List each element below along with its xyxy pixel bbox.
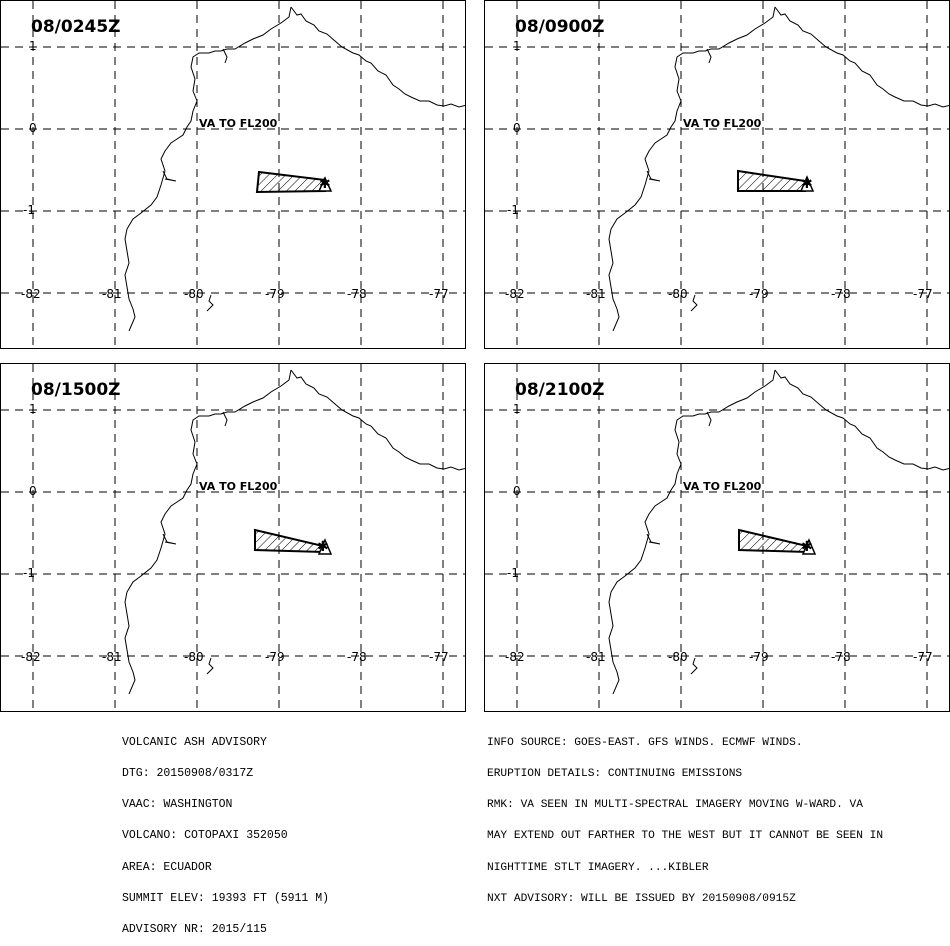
map-panel-2 (484, 0, 950, 349)
volcano-marker-icon: ✱ (319, 176, 331, 192)
lon-label: -77 (429, 287, 449, 301)
map-panel-1 (0, 0, 466, 349)
lon-label: -78 (347, 287, 367, 301)
lon-label: -82 (505, 287, 525, 301)
lat-label: -1 (23, 566, 35, 580)
va-label: VA TO FL200 (683, 480, 762, 493)
lat-label: 1 (513, 402, 521, 416)
advisory-line: ERUPTION DETAILS: CONTINUING EMISSIONS (487, 768, 743, 781)
advisory-line: ADVISORY NR: 2015/115 (122, 923, 267, 937)
ash-cloud-polygon (739, 530, 815, 555)
lon-label: -79 (749, 650, 769, 664)
lon-label: -78 (347, 650, 367, 664)
lat-label: -1 (507, 203, 519, 217)
lat-label: 1 (29, 39, 37, 53)
lat-label: 0 (29, 121, 37, 135)
panel-time: 08/0900Z (515, 17, 605, 37)
volcano-marker-icon: ✱ (317, 539, 329, 555)
lat-label: -1 (507, 566, 519, 580)
lat-label: 0 (29, 484, 37, 498)
lat-label: 0 (513, 121, 521, 135)
lon-label: -80 (668, 650, 688, 664)
va-label: VA TO FL200 (683, 117, 762, 130)
lon-label: -81 (102, 287, 122, 301)
lon-label: -79 (265, 650, 285, 664)
lat-label: 0 (513, 484, 521, 498)
lon-label: -80 (668, 287, 688, 301)
advisory-line: VOLCANO: COTOPAXI 352050 (122, 829, 288, 843)
panel-time: 08/1500Z (31, 380, 121, 400)
map-canvas (1, 364, 466, 712)
lat-label: 1 (29, 402, 37, 416)
lon-label: -78 (831, 650, 851, 664)
map-canvas (485, 364, 950, 712)
lon-label: -80 (184, 650, 204, 664)
volcano-marker-icon: ✱ (801, 176, 813, 192)
lon-label: -81 (586, 650, 606, 664)
va-label: VA TO FL200 (199, 117, 278, 130)
advisory-line: SUMMIT ELEV: 19393 FT (5911 M) (122, 891, 330, 905)
panel-time: 08/2100Z (515, 380, 605, 400)
ash-cloud-polygon (738, 171, 813, 192)
advisory-line: DTG: 20150908/0317Z (122, 767, 254, 781)
lon-label: -81 (102, 650, 122, 664)
advisory-line: MAY EXTEND OUT FARTHER TO THE WEST BUT IT CANNOT BE SEEN IN (487, 830, 884, 843)
lat-label: -1 (23, 203, 35, 217)
advisory-details-block (487, 717, 883, 915)
lon-label: -77 (429, 650, 449, 664)
lon-label: -79 (265, 287, 285, 301)
volcano-marker-icon: ✱ (801, 539, 813, 555)
advisory-line: NXT ADVISORY: WILL BE ISSUED BY 20150908/0915Z (487, 892, 796, 905)
advisory-line: VOLCANIC ASH ADVISORY (122, 735, 267, 749)
map-panel-4 (484, 363, 950, 712)
map-panel-3 (0, 363, 466, 712)
lon-label: -82 (505, 650, 525, 664)
lon-label: -77 (913, 650, 933, 664)
advisory-line: NIGHTTIME STLT IMAGERY. ...KIBLER (487, 861, 709, 874)
lon-label: -82 (21, 287, 41, 301)
lon-label: -82 (21, 650, 41, 664)
advisory-line: INFO SOURCE: GOES-EAST. GFS WINDS. ECMWF WINDS. (487, 736, 803, 749)
advisory-line: AREA: ECUADOR (122, 860, 212, 874)
advisory-header-block (122, 717, 329, 946)
lon-label: -81 (586, 287, 606, 301)
lat-label: 1 (513, 39, 521, 53)
lon-label: -77 (913, 287, 933, 301)
lon-label: -78 (831, 287, 851, 301)
lon-label: -79 (749, 287, 769, 301)
map-canvas (485, 1, 950, 349)
va-label: VA TO FL200 (199, 480, 278, 493)
lon-label: -80 (184, 287, 204, 301)
ash-cloud-polygon (257, 172, 331, 192)
ash-cloud-polygon (255, 530, 331, 555)
panel-time: 08/0245Z (31, 17, 121, 37)
map-canvas (1, 1, 466, 349)
advisory-line: VAAC: WASHINGTON (122, 798, 233, 812)
advisory-line: RMK: VA SEEN IN MULTI-SPECTRAL IMAGERY MOVING W-WARD. VA (487, 799, 863, 812)
